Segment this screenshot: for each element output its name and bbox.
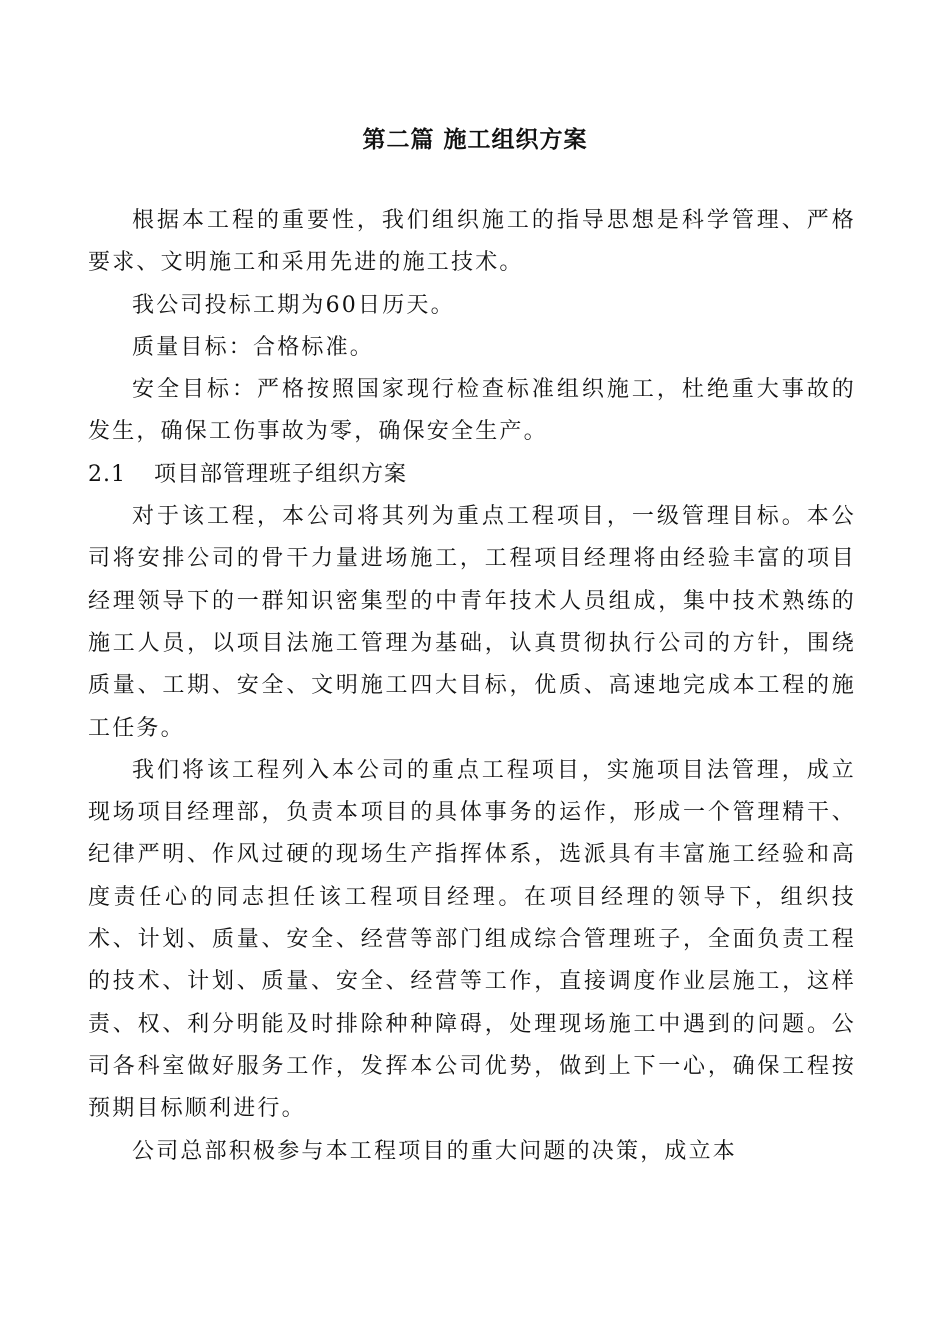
paragraph-safety-target: 安全目标：严格按照国家现行检查标准组织施工，杜绝重大事故的发生，确保工伤事故为零，确保安全生产。 bbox=[88, 377, 856, 445]
paragraph-guiding-principle: 根据本工程的重要性，我们组织施工的指导思想是科学管理、严格要求、文明施工和采用先进的施工技术。 bbox=[88, 208, 856, 276]
page-title: 第二篇 施工组织方案 bbox=[362, 126, 588, 153]
paragraph-schedule: 我公司投标工期为60日历天。 bbox=[132, 292, 455, 318]
document-body bbox=[88, 200, 856, 1173]
section-heading bbox=[88, 454, 856, 496]
paragraph-quality-target: 质量目标：合格标准。 bbox=[132, 334, 375, 360]
paragraph-project-management: 我们将该工程列入本公司的重点工程项目，实施项目法管理，成立现场项目经理部，负责本项目的具体事务的运作，形成一个管理精干、纪律严明、作风过硬的现场生产指挥体系，选派具有丰富施工经验和高度责任心的同志担任该工程项目经理。在项目经理的领导下，组织技术、计划、质量、安全、经营等部门组成综合管理班子，全面负责工程的技术、计划、质量、安全、经营等工作，直接调度作业层施工，这样责、权、利分明能及时排除种种障碍，处理现场施工中遇到的问题。公司各科室做好服务工作，发挥本公司优势，做到上下一心，确保工程按预期目标顺利进行。 bbox=[88, 757, 856, 1122]
paragraph-project-team: 对于该工程，本公司将其列为重点工程项目，一级管理目标。本公司将安排公司的骨干力量进场施工，工程项目经理将由经验丰富的项目经理领导下的一群知识密集型的中青年技术人员组成，集中技术熟练的施工人员，以项目法施工管理为基础，认真贯彻执行公司的方针，围绕质量、工期、安全、文明施工四大目标，优质、高速地完成本工程的施工任务。 bbox=[88, 504, 856, 741]
section-heading-text: 项目部管理班子组织方案 bbox=[154, 461, 408, 487]
section-number: 2.1 bbox=[88, 461, 126, 487]
paragraph-headquarters: 公司总部积极参与本工程项目的重大问题的决策，成立本 bbox=[132, 1138, 738, 1164]
